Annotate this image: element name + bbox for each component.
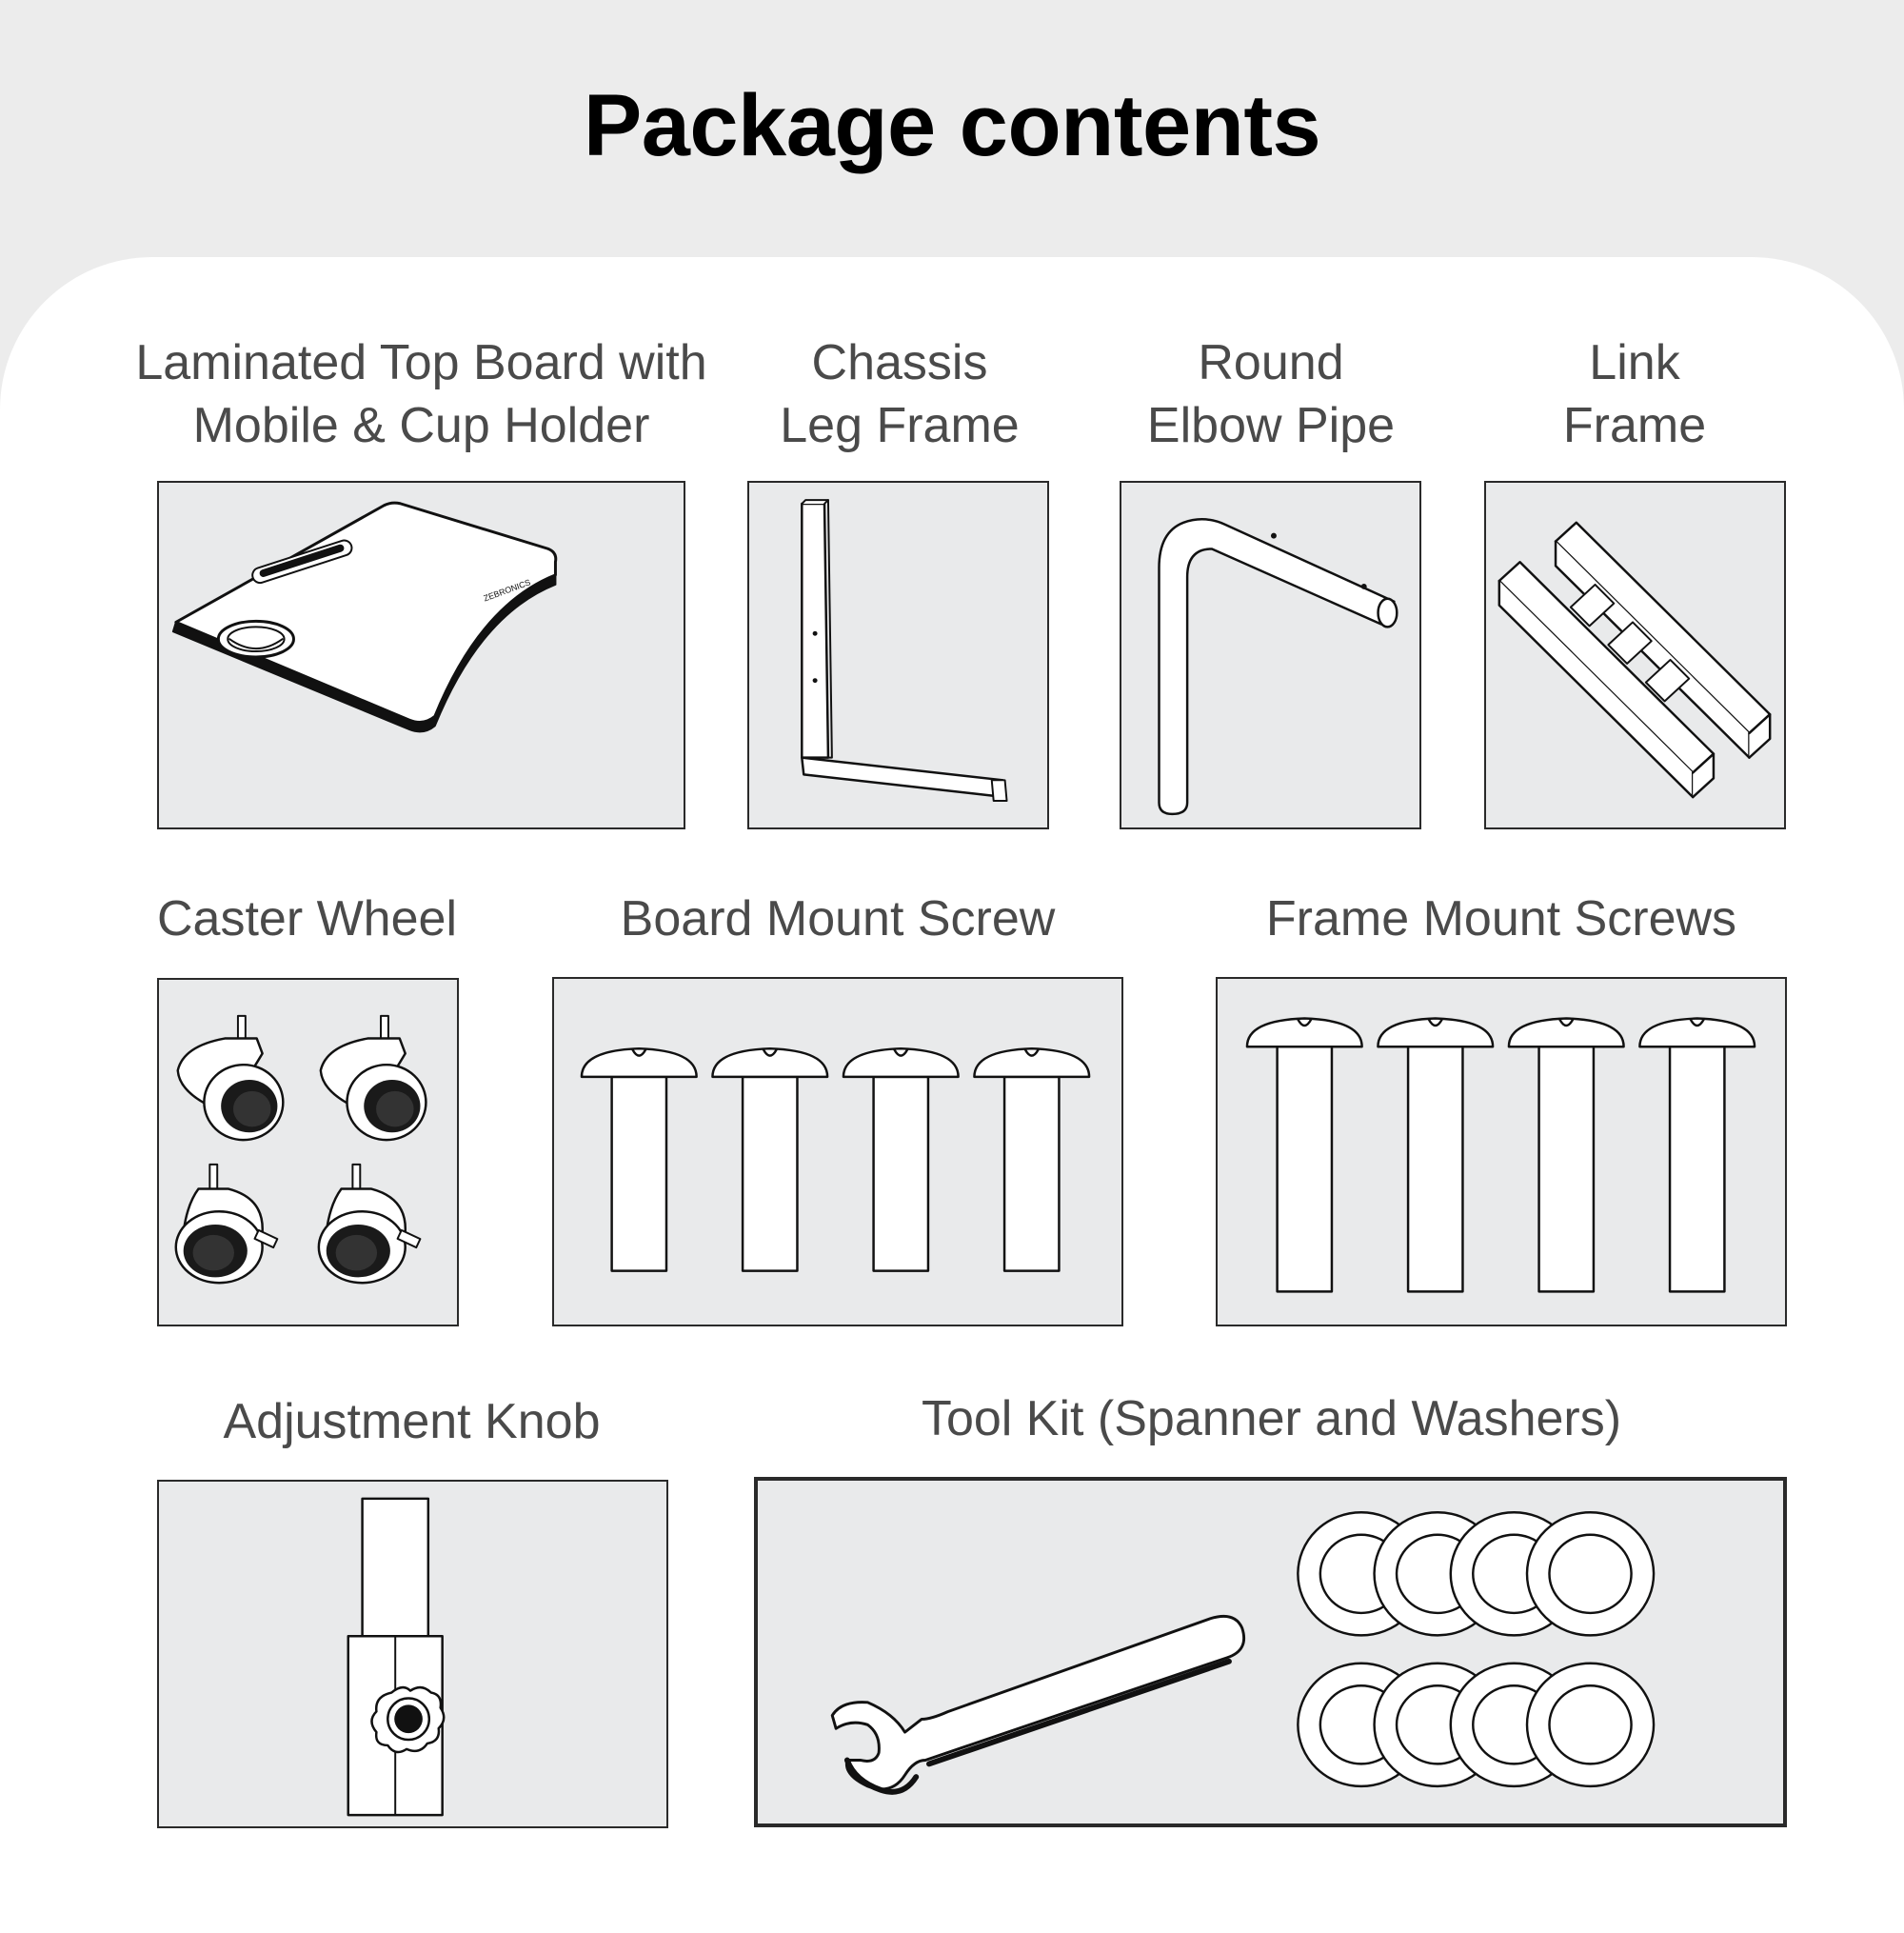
knob-illustration <box>159 1482 666 1826</box>
item-label-top-board <box>95 331 747 457</box>
screw-icon <box>843 1048 959 1270</box>
caster-wheel-box <box>157 978 459 1326</box>
screw-icon <box>712 1048 827 1270</box>
label-line: Elbow Pipe <box>1146 398 1396 453</box>
adjustment-knob-box <box>157 1480 668 1828</box>
caster-wheel-icon <box>321 1016 426 1140</box>
screw-icon <box>1378 1019 1493 1292</box>
leg-frame-illustration <box>749 483 1047 827</box>
label-line: Chassis <box>811 335 988 390</box>
frame-mount-screws-illustration <box>1218 979 1785 1325</box>
washer-icon <box>1527 1664 1654 1786</box>
elbow-pipe-box <box>1120 481 1421 829</box>
label-line: Frame <box>1562 398 1707 453</box>
screw-icon <box>582 1048 697 1270</box>
frame-mount-screws-box <box>1216 977 1787 1326</box>
screw-icon <box>1639 1019 1755 1292</box>
board-mount-screw-illustration <box>554 979 1121 1325</box>
item-label-link-frame <box>1473 331 1796 457</box>
caster-wheel-icon <box>178 1016 284 1140</box>
link-frame-illustration <box>1486 483 1784 827</box>
screw-icon <box>974 1048 1089 1270</box>
item-label-caster-wheel: Caster Wheel <box>157 891 457 947</box>
link-frame-box <box>1484 481 1786 829</box>
caster-wheel-icon <box>176 1165 278 1283</box>
item-label-board-mount-screw: Board Mount Screw <box>620 891 1056 947</box>
leg-frame-box <box>747 481 1049 829</box>
item-label-frame-mount-screws: Frame Mount Screws <box>1265 891 1737 947</box>
tool-kit-box <box>754 1477 1787 1827</box>
item-label-leg-frame <box>738 331 1061 457</box>
label-line: Laminated Top Board with <box>135 335 707 390</box>
caster-wheel-illustration <box>159 980 457 1325</box>
item-label-tool-kit: Tool Kit (Spanner and Washers) <box>921 1391 1622 1446</box>
board-mount-screw-box <box>552 977 1123 1326</box>
label-line: Round <box>1198 335 1344 390</box>
elbow-pipe-illustration <box>1121 483 1419 827</box>
label-line: Link <box>1589 335 1680 390</box>
top-board-box <box>157 481 685 829</box>
screw-icon <box>1509 1019 1624 1292</box>
item-label-elbow-pipe <box>1109 331 1433 457</box>
label-line: Mobile & Cup Holder <box>192 398 650 453</box>
top-board-illustration <box>159 483 684 827</box>
caster-wheel-icon <box>319 1165 421 1283</box>
spanner-icon <box>832 1616 1243 1791</box>
screw-icon <box>1247 1019 1362 1292</box>
label-line: Leg Frame <box>780 398 1020 453</box>
spanner-washer-illustration <box>758 1481 1783 1823</box>
washer-icon <box>1527 1512 1654 1635</box>
item-label-adjustment-knob: Adjustment Knob <box>223 1394 601 1449</box>
page-title: Package contents <box>583 77 1321 174</box>
board-logo-text: ZEBRONICS <box>482 577 532 604</box>
